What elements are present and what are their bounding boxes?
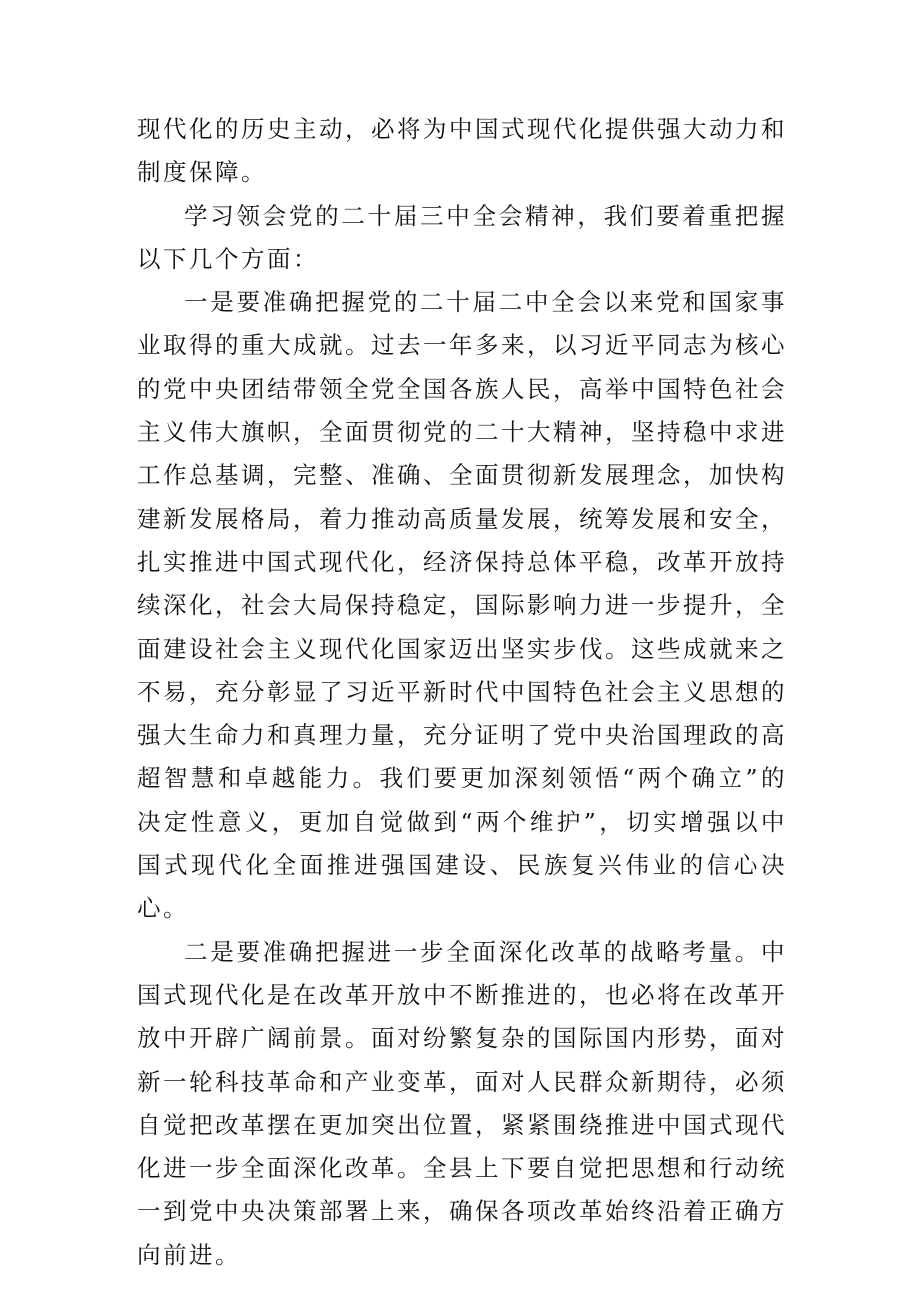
document-body (137, 108, 787, 1277)
paragraph-1: 现代化的历史主动，必将为中国式现代化提供强大动力和制度保障。 (137, 115, 787, 187)
paragraph-3: 一是要准确把握党的二十届二中全会以来党和国家事业取得的重大成就。过去一年多来，以习近平同志为核心的党中央团结带领全党全国各族人民，高举中国特色社会主义伟大旗帜，全面贯彻党的二十大精神，坚持稳中求进工作总基调，完整、准确、全面贯彻新发展理念，加快构建新发展格局，着力推动高质量发展，统筹发展和安全，扎实推进中国式现代化，经济保持总体平稳，改革开放持续深化，社会大局保持稳定，国际影响力进一步提升，全面建设社会主义现代化国家迈出坚实步伐。这些成就来之不易，充分彰显了习近平新时代中国特色社会主义思想的强大生命力和真理力量，充分证明了党中央治国理政的高超智慧和卓越能力。我们要更加深刻领悟“两个确立”的决定性意义，更加自觉做到“两个维护”，切实增强以中国式现代化全面推进强国建设、民族复兴伟业的信心决心。 (137, 288, 787, 923)
paragraph-2: 学习领会党的二十届三中全会精神，我们要着重把握以下几个方面： (137, 201, 787, 273)
paragraph-4: 二是要准确把握进一步全面深化改革的战略考量。中国式现代化是在改革开放中不断推进的，也必将在改革开放中开辟广阔前景。面对纷繁复杂的国际国内形势，面对新一轮科技革命和产业变革，面对人民群众新期待，必须自觉把改革摆在更加突出位置，紧紧围绕推进中国式现代化进一步全面深化改革。全县上下要自觉把思想和行动统一到党中央决策部署上来，确保各项改革始终沿着正确方向前进。 (137, 937, 787, 1269)
